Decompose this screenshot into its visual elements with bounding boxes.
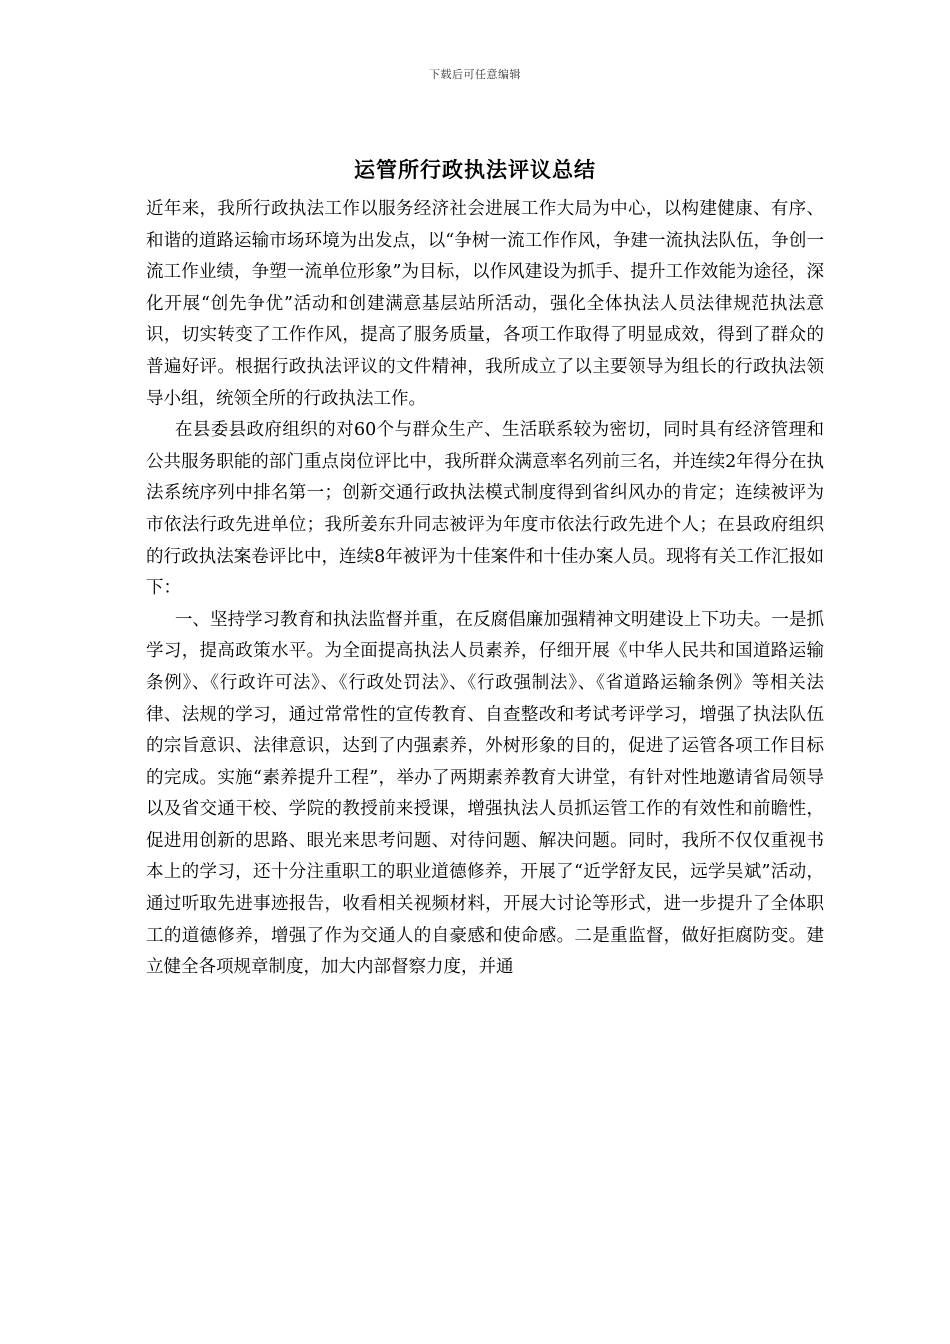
paragraph-section-one: 一、坚持学习教育和执法监督并重，在反腐倡廉加强精神文明建设上下功夫。一是抓学习，提高政策水平。为全面提高执法人员素养，仔细开展《中华人民共和国道路运输条例》、《行政许可法》、《行政处罚法》、《行政强制法》、《省道路运输条例》等相关法律、法规的学习，通过常常性的宣传教育、自查整改和考试考评学习，增强了执法队伍的宗旨意识、法律意识，达到了内强素养，外树形象的目的，促进了运管各项工作目标的完成。实施“素养提升工程”，举办了两期素养教育大讲堂，有针对性地邀请省局领导以及省交通干校、学院的教授前来授课，增强执法人员抓运管工作的有效性和前瞻性，促进用创新的思路、眼光来思考问题、对待问题、解决问题。同时，我所不仅仅重视书本上的学习，还十分注重职工的职业道德修养，开展了“近学舒友民，远学吴斌”活动，通过听取先进事迹报告，收看相关视频材料，开展大讨论等形式，进一步提升了全体职工的道德修养，增强了作为交通人的自豪感和使命感。二是重监督，做好拒腐防变。建立健全各项规章制度，加大内部督察力度，并通: [146, 609, 824, 978]
header-note: 下载后可任意编辑: [429, 68, 521, 81]
document-body: [146, 194, 824, 984]
document-title: 运管所行政执法评议总结: [354, 157, 596, 182]
paragraph-intro: 近年来，我所行政执法工作以服务经济社会进展工作大局为中心，以构建健康、有序、和谐的道路运输市场环境为出发点，以“争树一流工作作风，争建一流执法队伍，争创一流工作业绩，争塑一流单位形象”为目标，以作风建设为抓手、提升工作效能为途径，深化开展“创先争优”活动和创建满意基层站所活动，强化全体执法人员法律规范执法意识，切实转变了工作作风，提高了服务质量，各项工作取得了明显成效，得到了群众的普遍好评。根据行政执法评议的文件精神，我所成立了以主要领导为组长的行政执法领导小组，统领全所的行政执法工作。: [146, 199, 824, 409]
paragraph-achievements: 在县委县政府组织的对60个与群众生产、生活联系较为密切，同时具有经济管理和公共服务职能的部门重点岗位评比中，我所群众满意率名列前三名，并连续2年得分在执法系统序列中排名第一；创新交通行政执法模式制度得到省纠风办的肯定；连续被评为市依法行政先进单位；我所姜东升同志被评为年度市依法行政先进个人；在县政府组织的行政执法案卷评比中，连续8年被评为十佳案件和十佳办案人员。现将有关工作汇报如下：: [146, 420, 824, 599]
